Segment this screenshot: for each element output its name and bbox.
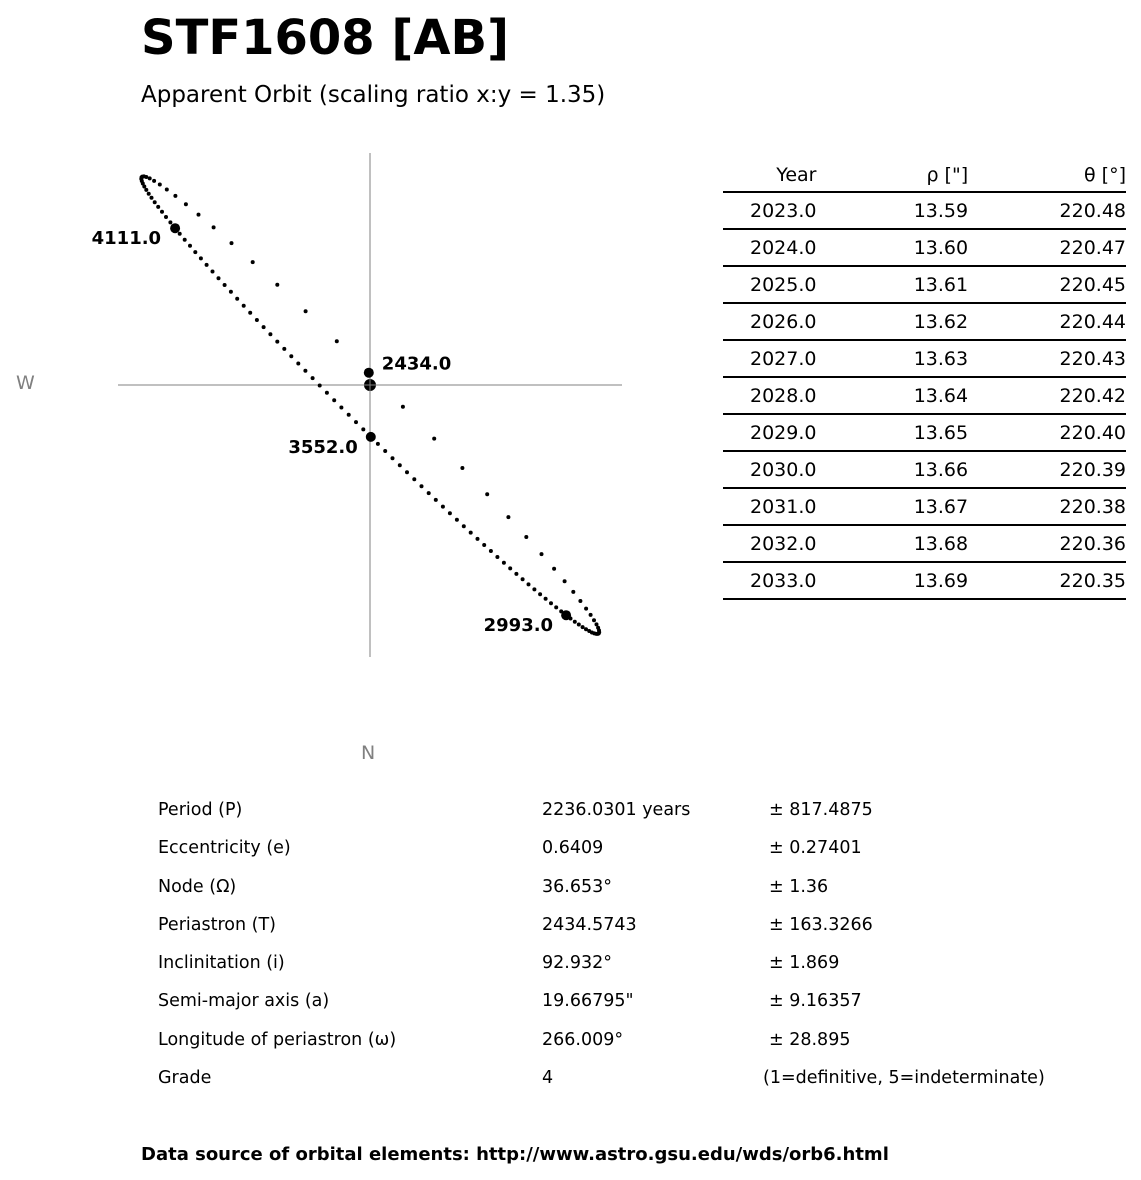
- cell-theta: 220.38: [968, 488, 1126, 525]
- orbit-point: [524, 535, 528, 539]
- orbit-point: [150, 196, 154, 200]
- cell-year: 2032.0: [723, 525, 816, 562]
- epoch-label: 2434.0: [381, 353, 452, 375]
- orbit-point: [248, 311, 252, 315]
- epoch-marker: [561, 610, 571, 620]
- cell-year: 2028.0: [723, 377, 816, 414]
- orbit-point: [584, 627, 588, 631]
- west-label: W: [16, 372, 35, 394]
- orbit-point: [235, 297, 239, 301]
- chart-subtitle: Apparent Orbit (scaling ratio x:y = 1.35): [141, 82, 606, 108]
- element-error: ± 0.27401: [769, 838, 862, 859]
- orbit-point: [420, 484, 424, 488]
- element-value: 0.6409: [542, 838, 604, 859]
- epoch-label: 4111.0: [91, 228, 162, 250]
- orbit-point: [168, 220, 172, 224]
- cell-year: 2023.0: [723, 192, 816, 229]
- orbit-point: [412, 477, 416, 481]
- element-error: (1=definitive, 5=indeterminate): [763, 1068, 1045, 1089]
- table-row: [723, 414, 1126, 451]
- orbit-point: [147, 192, 151, 196]
- north-label: N: [361, 742, 376, 764]
- orbit-point: [521, 577, 525, 581]
- orbit-point: [217, 276, 221, 280]
- orbit-point: [427, 491, 431, 495]
- element-label: Inclinitation (i): [158, 953, 285, 974]
- orbit-point: [296, 362, 300, 366]
- column-header-theta: θ [°]: [968, 158, 1126, 192]
- orbit-point: [268, 332, 272, 336]
- orbit-point: [401, 405, 405, 409]
- epoch-markers: [92, 223, 571, 636]
- orbit-point: [242, 304, 246, 308]
- orbit-point: [532, 587, 536, 591]
- orbit-point: [376, 442, 380, 446]
- cell-year: 2025.0: [723, 266, 816, 303]
- orbit-point: [538, 592, 542, 596]
- orbit-point: [495, 555, 499, 559]
- orbit-point: [506, 515, 510, 519]
- cell-rho: 13.59: [816, 192, 968, 229]
- orbit-point: [178, 232, 182, 236]
- cell-year: 2026.0: [723, 303, 816, 340]
- element-value: 2236.0301 years: [542, 800, 691, 820]
- orbit-point: [197, 213, 201, 217]
- orbit-point: [434, 498, 438, 502]
- orbit-point: [289, 354, 293, 358]
- orbit-point: [275, 283, 279, 287]
- data-source-note: Data source of orbital elements: http://www.astro.gsu.edu/wds/orb6.html: [141, 1144, 889, 1165]
- orbit-point: [460, 466, 464, 470]
- cell-theta: 220.35: [968, 562, 1126, 599]
- table-row: [723, 266, 1126, 303]
- cell-rho: 13.68: [816, 525, 968, 562]
- orbit-point: [589, 613, 593, 617]
- cell-theta: 220.44: [968, 303, 1126, 340]
- orbit-point: [212, 225, 216, 229]
- cell-year: 2031.0: [723, 488, 816, 525]
- page-title: STF1608 [AB]: [141, 10, 510, 66]
- orbit-point: [188, 244, 192, 248]
- orbit-point: [205, 263, 209, 267]
- cell-rho: 13.60: [816, 229, 968, 266]
- cell-year: 2030.0: [723, 451, 816, 488]
- cell-theta: 220.48: [968, 192, 1126, 229]
- orbit-point: [304, 309, 308, 313]
- element-value: 36.653°: [542, 876, 612, 897]
- cell-year: 2027.0: [723, 340, 816, 377]
- orbit-point: [158, 183, 162, 187]
- orbit-plot: [0, 140, 700, 700]
- table-row: [723, 192, 1126, 229]
- element-label: Longitude of periastron (ω): [158, 1029, 397, 1050]
- element-error: ± 9.16357: [769, 991, 862, 1012]
- orbit-point: [318, 384, 322, 388]
- orbit-point: [354, 420, 358, 424]
- cell-theta: 220.47: [968, 229, 1126, 266]
- cell-theta: 220.42: [968, 377, 1126, 414]
- orbit-point: [332, 398, 336, 402]
- cell-theta: 220.45: [968, 266, 1126, 303]
- orbit-point: [485, 492, 489, 496]
- epoch-label: 3552.0: [288, 436, 358, 458]
- orbit-point: [230, 241, 234, 245]
- orbit-point: [391, 456, 395, 460]
- orbit-point: [223, 283, 227, 287]
- orbit-point: [527, 582, 531, 586]
- orbit-point: [347, 413, 351, 417]
- orbit-point: [148, 176, 152, 180]
- orbit-point: [592, 618, 596, 622]
- element-error: ± 1.869: [769, 953, 840, 974]
- table-row: [723, 303, 1126, 340]
- orbit-point: [156, 205, 160, 209]
- epoch-marker: [364, 368, 374, 378]
- element-label: Period (P): [158, 800, 243, 820]
- orbit-point: [164, 215, 168, 219]
- cell-theta: 220.40: [968, 414, 1126, 451]
- orbit-point: [184, 202, 188, 206]
- table-row: [723, 562, 1126, 599]
- orbit-point: [153, 200, 157, 204]
- cell-year: 2029.0: [723, 414, 816, 451]
- orbit-point: [144, 188, 148, 192]
- element-label: Periastron (T): [158, 914, 276, 935]
- orbit-point: [571, 590, 575, 594]
- orbit-point: [398, 463, 402, 467]
- orbit-point: [173, 194, 177, 198]
- orbit-point: [563, 579, 567, 583]
- cell-theta: 220.39: [968, 451, 1126, 488]
- column-header-rho: ρ ["]: [816, 158, 968, 192]
- table-row: [723, 229, 1126, 266]
- orbit-point: [595, 622, 599, 626]
- orbit-point: [339, 406, 343, 410]
- element-value: 266.009°: [542, 1029, 624, 1050]
- element-error: ± 163.3266: [769, 914, 873, 935]
- cell-rho: 13.64: [816, 377, 968, 414]
- element-value: 2434.5743: [542, 914, 637, 935]
- orbit-point: [502, 561, 506, 565]
- element-value: 92.932°: [542, 953, 612, 974]
- orbit-point: [581, 625, 585, 629]
- orbit-point: [193, 250, 197, 254]
- orbit-point: [255, 318, 259, 322]
- orbit-point: [311, 376, 315, 380]
- orbit-point: [552, 567, 556, 571]
- orbit-point: [160, 210, 164, 214]
- element-error: ± 817.4875: [769, 800, 873, 820]
- epoch-marker: [366, 432, 376, 442]
- cell-rho: 13.62: [816, 303, 968, 340]
- orbit-point: [262, 325, 266, 329]
- orbit-point: [476, 537, 480, 541]
- orbit-point: [584, 607, 588, 611]
- orbit-point: [514, 572, 518, 576]
- cell-rho: 13.69: [816, 562, 968, 599]
- orbit-point: [165, 188, 169, 192]
- orbit-point: [325, 391, 329, 395]
- element-label: Semi-major axis (a): [158, 991, 330, 1012]
- table-row: [723, 488, 1126, 525]
- orbit-point: [199, 256, 203, 260]
- orbit-point: [229, 290, 233, 294]
- element-label: Eccentricity (e): [158, 838, 291, 859]
- orbit-point: [251, 260, 255, 264]
- cell-rho: 13.66: [816, 451, 968, 488]
- cell-rho: 13.67: [816, 488, 968, 525]
- epoch-marker: [170, 223, 180, 233]
- element-value: 19.66795": [542, 991, 634, 1012]
- orbit-point: [489, 549, 493, 553]
- column-header-year: Year: [723, 158, 816, 192]
- cell-rho: 13.65: [816, 414, 968, 451]
- orbit-point: [577, 623, 581, 627]
- epoch-label: 2993.0: [483, 615, 554, 637]
- orbit-point: [554, 605, 558, 609]
- orbit-point: [303, 369, 307, 373]
- orbit-point: [573, 620, 577, 624]
- orbit-point: [432, 437, 436, 441]
- orbit-point: [152, 179, 156, 183]
- orbit-point: [282, 347, 286, 351]
- orbit-point: [549, 601, 553, 605]
- orbit-point: [482, 543, 486, 547]
- element-value: 4: [542, 1068, 554, 1089]
- orbit-point: [462, 524, 466, 528]
- table-row: [723, 377, 1126, 414]
- cell-rho: 13.61: [816, 266, 968, 303]
- orbit-point: [335, 339, 339, 343]
- orbit-point: [405, 470, 409, 474]
- orbit-point: [448, 511, 452, 515]
- orbit-point: [383, 449, 387, 453]
- element-error: ± 1.36: [769, 876, 829, 897]
- cell-year: 2024.0: [723, 229, 816, 266]
- ephemeris-table: [723, 158, 1126, 600]
- cell-theta: 220.43: [968, 340, 1126, 377]
- cell-theta: 220.36: [968, 525, 1126, 562]
- orbit-point: [508, 566, 512, 570]
- orbit-point: [183, 238, 187, 242]
- orbit-point: [540, 552, 544, 556]
- ephemeris-header-row: [723, 158, 1126, 192]
- element-error: ± 28.895: [769, 1029, 851, 1050]
- cell-year: 2033.0: [723, 562, 816, 599]
- table-row: [723, 451, 1126, 488]
- orbit-point: [275, 340, 279, 344]
- table-row: [723, 525, 1126, 562]
- cell-rho: 13.63: [816, 340, 968, 377]
- element-label: Grade: [158, 1068, 212, 1089]
- table-row: [723, 340, 1126, 377]
- element-label: Node (Ω): [158, 876, 237, 897]
- orbit-point: [211, 270, 215, 274]
- orbit-point: [455, 518, 459, 522]
- orbit-point: [441, 505, 445, 509]
- orbit-point: [361, 427, 365, 431]
- orbit-point: [578, 599, 582, 603]
- orbit-point: [469, 531, 473, 535]
- orbit-point: [544, 597, 548, 601]
